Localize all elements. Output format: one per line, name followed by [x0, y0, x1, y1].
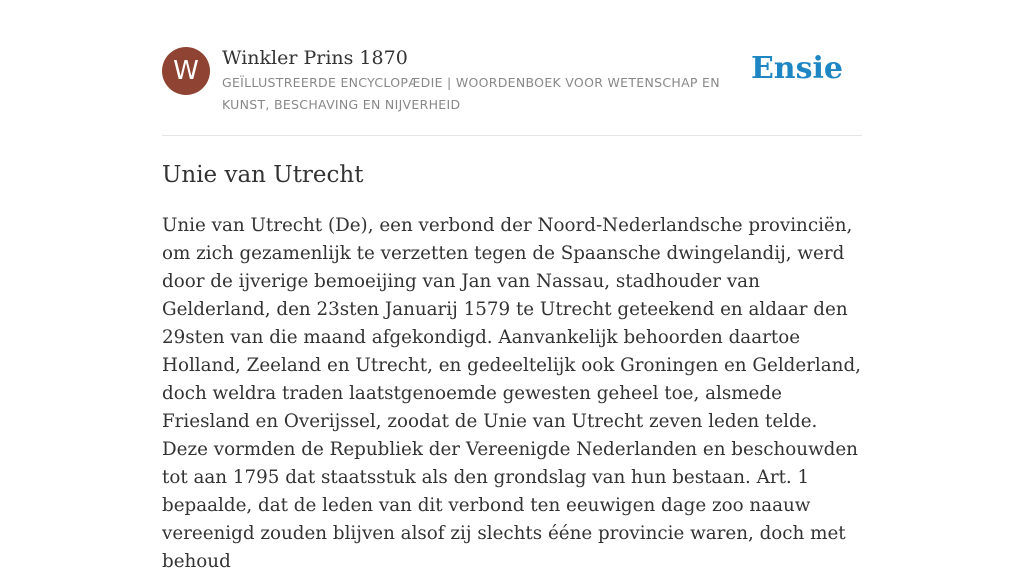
entry-title: Unie van Utrecht [162, 162, 364, 188]
header-divider [162, 135, 862, 136]
source-subtitle: GEÏLLUSTREERDE ENCYCLOPÆDIE | WOORDENBOEK VOOR WETENSCHAP EN KUNST, BESCHAVING EN NIJVERHEID [222, 75, 720, 112]
source-avatar[interactable]: W [162, 47, 210, 95]
ensie-logo-link[interactable]: Ensie [750, 51, 843, 86]
entry-body: Unie van Utrecht (De), een verbond der Noord-Nederlandsche provinciën, om zich gezamenlijk te verzetten tegen de Spaansche dwingelandij, werd door de ijverige bemoeijing van Jan van Nassau, stadhouder van Gelderland, den 23sten Januarij 1579 te Utrecht geteekend en aldaar den 29sten van die maand afgekondigd. Aanvankelijk behoorden daartoe Holland, Zeeland en Utrecht, en gedeeltelijk ook Groningen en Gelderland, doch weldra traden laatstgenoemde gewesten geheel toe, alsmede Friesland en Overijssel, zoodat de Unie van Utrecht zeven leden telde. Deze vormden de Republiek der Vereenigde Nederlanden en beschouwden tot aan 1795 dat staatsstuk als den grondslag van hun bestaan. Art. 1 bepaalde, dat de leden van dit verbond ten eeuwigen dage zoo naauw vereenigd zouden blijven alsof zij slechts ééne provincie waren, doch met behoud [162, 215, 861, 572]
source-title[interactable]: Winkler Prins 1870 [222, 47, 408, 69]
page-header [162, 46, 862, 116]
